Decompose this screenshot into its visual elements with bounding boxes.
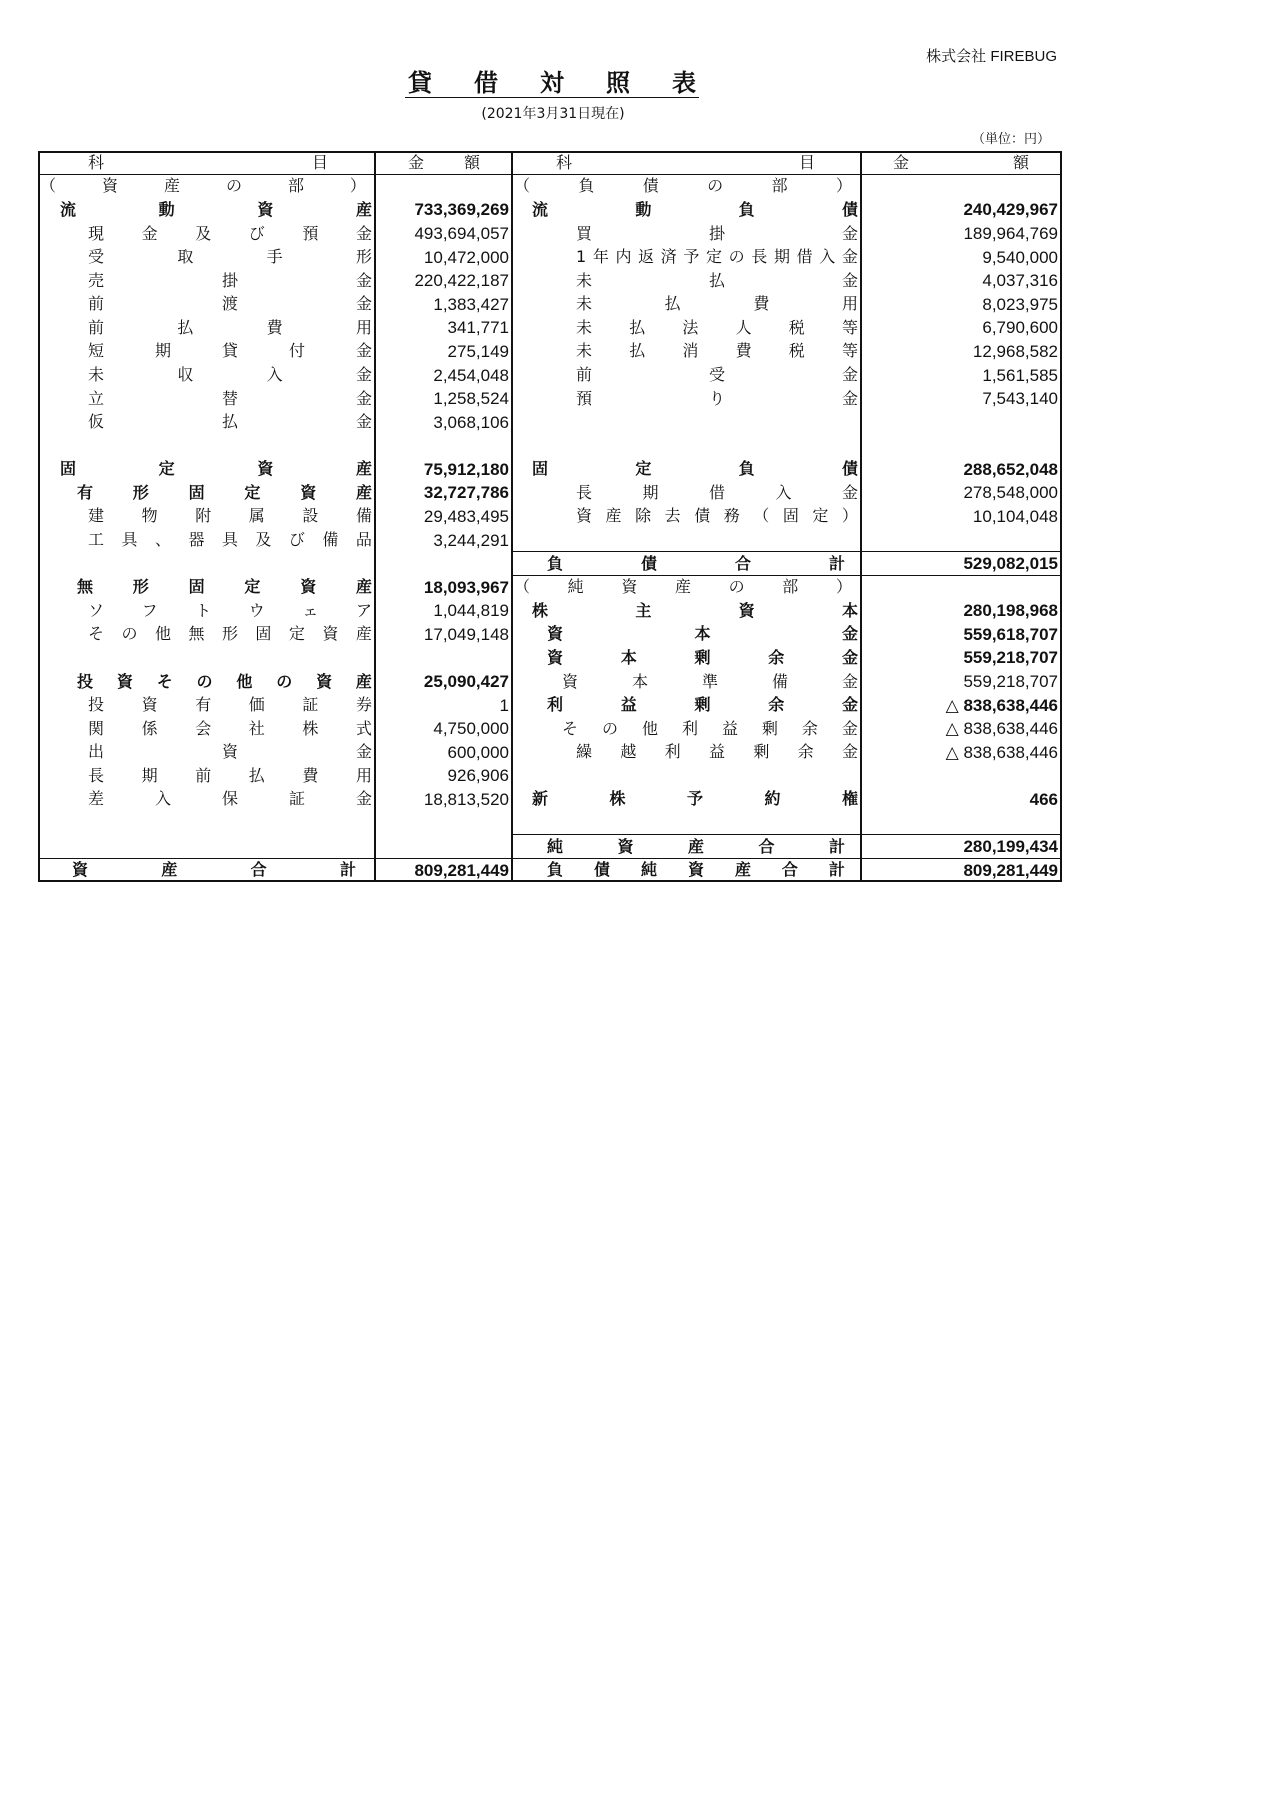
center-divider: [511, 151, 513, 882]
document-title: 貸 借 対 照 表: [405, 71, 699, 98]
liability-equity-total-label: 負 債 合 計: [547, 553, 845, 573]
liability-equity-account-amount: △ 838,638,446: [945, 742, 1058, 762]
asset-account-amount: 3,244,291: [433, 530, 509, 550]
liability-equity-account-label: 資 本 準 備 金: [562, 671, 858, 691]
header-amount-right: 金 額: [893, 152, 1029, 172]
blank-cell: [375, 175, 512, 199]
liability-equity-account-label: 繰 越 利 益 剰 余 金: [576, 742, 858, 762]
asset-account-amount: 29,483,495: [423, 506, 509, 526]
blank-cell: [38, 811, 375, 835]
asset-account-label: 工 具 、 器 具 及 び 備 品: [88, 530, 372, 550]
liability-equity-account-label: 未 払 金: [576, 270, 858, 290]
header-item-right: 科 目: [556, 152, 815, 172]
blank-cell: [861, 575, 1062, 599]
liability-equity-account-amount: 9,540,000: [982, 247, 1058, 267]
liability-equity-total-amount: 529,082,015: [963, 554, 1058, 574]
column-divider: [374, 151, 375, 882]
liability-equity-account-label: 流 動 負 債: [532, 199, 858, 219]
blank-cell: [375, 811, 512, 835]
liability-equity-total-label: 純 資 産 合 計: [547, 836, 845, 856]
asset-account-label: 投 資 そ の 他 の 資 産: [77, 671, 372, 691]
blank-cell: [38, 835, 375, 859]
liability-equity-account-amount: 466: [1029, 789, 1058, 809]
liability-equity-account-amount: 7,543,140: [982, 389, 1058, 409]
asset-account-label: 流 動 資 産: [60, 199, 372, 219]
blank-cell: [38, 646, 375, 670]
asset-account-amount: 600,000: [447, 742, 509, 762]
asset-account-label: 固 定 資 産: [60, 459, 372, 479]
asset-account-label: 出 資 金: [88, 742, 372, 762]
blank-cell: [512, 811, 861, 835]
liability-equity-total-label: 負 債 純 資 産 合 計: [547, 860, 845, 880]
asset-account-label: 建 物 附 属 設 備: [88, 506, 372, 526]
liability-equity-account-amount: 189,964,769: [963, 224, 1058, 244]
asset-account-amount: 341,771: [447, 318, 509, 338]
liability-equity-account-label: 資 本 金: [547, 624, 858, 644]
liability-equity-account-label: 預 り 金: [576, 388, 858, 408]
asset-account-label: そ の 他 無 形 固 定 資 産: [88, 624, 372, 644]
asset-account-amount: 275,149: [447, 341, 509, 361]
liability-equity-account-label: 前 受 金: [576, 365, 858, 384]
blank-cell: [861, 764, 1062, 788]
asset-account-label: 立 替 金: [88, 388, 372, 408]
liability-equity-account-label: 資 本 剰 余 金: [547, 647, 858, 667]
liability-equity-account-label: 株 主 資 本: [532, 600, 858, 620]
asset-account-label: 現 金 及 び 預 金: [88, 223, 372, 243]
company-name: 株式会社 FIREBUG: [926, 48, 1057, 65]
asset-account-amount: 733,369,269: [414, 200, 509, 220]
asset-account-amount: 220,422,187: [414, 271, 509, 291]
asset-account-amount: 17,049,148: [423, 624, 509, 644]
blank-cell: [512, 764, 861, 788]
asset-account-amount: 2,454,048: [433, 365, 509, 385]
liability-equity-account-label: 長 期 借 入 金: [576, 482, 858, 502]
liability-equity-account-label: 1 年 内 返 済 予 定 の 長 期 借 入 金: [576, 247, 858, 267]
liability-equity-total-amount: 809,281,449: [963, 860, 1058, 880]
blank-cell: [38, 552, 375, 576]
asset-account-label: 前 渡 金: [88, 294, 372, 314]
asset-account-label: 短 期 貸 付 金: [88, 341, 372, 361]
blank-cell: [861, 410, 1062, 434]
asset-account-amount: 75,912,180: [423, 459, 509, 479]
liability-equity-section-heading: （ 純 資 産 の 部 ）: [514, 577, 852, 597]
asset-total-label: 資 産 合 計: [72, 860, 356, 880]
asset-account-amount: 10,472,000: [423, 247, 509, 267]
header-rule: [38, 174, 1062, 175]
liability-equity-account-amount: 559,618,707: [963, 624, 1058, 644]
asset-account-label: 有 形 固 定 資 産: [77, 482, 372, 502]
asset-account-label: 未 収 入 金: [88, 365, 372, 384]
as-of-date: (2021年3月31日現在): [481, 106, 625, 122]
liability-equity-account-amount: 6,790,600: [982, 318, 1058, 338]
currency-unit-note: （単位：円）: [971, 132, 1050, 147]
blank-cell: [375, 434, 512, 458]
asset-total-amount: 809,281,449: [414, 860, 509, 880]
liability-equity-account-amount: 10,104,048: [972, 506, 1058, 526]
asset-account-amount: 493,694,057: [414, 224, 509, 244]
balance-sheet-table: [38, 151, 1062, 882]
header-amount-left: 金 額: [408, 152, 480, 172]
grand-total-rule: [38, 858, 1062, 859]
asset-account-label: 長 期 前 払 費 用: [88, 765, 372, 785]
asset-account-label: ソ フ ト ウ ェ ア: [88, 600, 372, 620]
asset-section-heading: （ 資 産 の 部 ）: [40, 176, 366, 196]
liability-equity-account-amount: 4,037,316: [982, 271, 1058, 291]
liability-equity-account-label: 固 定 負 債: [532, 459, 858, 479]
liability-equity-account-label: 未 払 消 費 税 等: [576, 341, 858, 361]
blank-cell: [861, 175, 1062, 199]
blank-cell: [38, 434, 375, 458]
asset-account-amount: 1: [499, 695, 509, 715]
asset-account-label: 関 係 会 社 株 式: [88, 718, 372, 738]
asset-account-amount: 4,750,000: [433, 719, 509, 739]
asset-account-amount: 1,258,524: [433, 389, 509, 409]
asset-account-amount: 1,044,819: [433, 601, 509, 621]
liability-equity-account-amount: △ 838,638,446: [945, 719, 1058, 739]
asset-account-label: 仮 払 金: [88, 412, 372, 432]
asset-account-amount: 25,090,427: [423, 672, 509, 692]
blank-cell: [861, 811, 1062, 835]
asset-account-amount: 18,813,520: [423, 789, 509, 809]
net-assets-total-rule: [512, 834, 1062, 835]
liability-equity-account-amount: △ 838,638,446: [945, 695, 1058, 715]
liability-equity-section-heading: （ 負 債 の 部 ）: [514, 176, 852, 196]
asset-account-label: 前 払 費 用: [88, 317, 372, 337]
asset-account-label: 売 掛 金: [88, 270, 372, 290]
asset-account-label: 受 取 手 形: [88, 247, 372, 267]
liability-equity-account-amount: 240,429,967: [963, 200, 1058, 220]
column-divider: [860, 151, 862, 882]
asset-account-label: 投 資 有 価 証 券: [88, 695, 372, 715]
asset-account-amount: 32,727,786: [423, 483, 509, 503]
liability-equity-account-label: 利 益 剰 余 金: [547, 695, 858, 715]
asset-account-amount: 18,093,967: [423, 577, 509, 597]
blank-cell: [512, 528, 861, 552]
liability-equity-account-amount: 8,023,975: [982, 294, 1058, 314]
liability-equity-account-amount: 559,218,707: [963, 648, 1058, 668]
liability-equity-account-label: 未 払 法 人 税 等: [576, 317, 858, 337]
header-item-left: 科 目: [88, 152, 328, 172]
liability-equity-account-amount: 1,561,585: [982, 365, 1058, 385]
blank-cell: [512, 410, 861, 434]
blank-cell: [512, 434, 861, 458]
blank-cell: [375, 552, 512, 576]
liability-equity-account-label: 資 産 除 去 債 務 （ 固 定 ）: [576, 506, 858, 526]
liability-equity-total-amount: 280,199,434: [963, 837, 1058, 857]
asset-account-amount: 1,383,427: [433, 294, 509, 314]
blank-cell: [861, 528, 1062, 552]
liability-equity-account-amount: 288,652,048: [963, 459, 1058, 479]
blank-cell: [375, 835, 512, 859]
asset-account-label: 無 形 固 定 資 産: [77, 577, 372, 597]
liability-equity-account-label: 新 株 予 約 権: [532, 789, 858, 809]
liability-equity-account-amount: 280,198,968: [963, 601, 1058, 621]
liability-equity-account-label: そ の 他 利 益 剰 余 金: [562, 718, 858, 738]
liability-equity-account-amount: 12,968,582: [972, 341, 1058, 361]
net-assets-section-rule: [512, 575, 1062, 576]
blank-cell: [375, 646, 512, 670]
liability-equity-account-label: 買 掛 金: [576, 223, 858, 243]
asset-account-amount: 926,906: [447, 766, 509, 786]
asset-account-amount: 3,068,106: [433, 412, 509, 432]
liability-equity-account-label: 未 払 費 用: [576, 294, 858, 314]
liability-equity-account-amount: 559,218,707: [963, 672, 1058, 692]
liability-equity-account-amount: 278,548,000: [963, 483, 1058, 503]
blank-cell: [861, 434, 1062, 458]
liabilities-total-rule: [512, 551, 1062, 552]
asset-account-label: 差 入 保 証 金: [88, 789, 372, 809]
